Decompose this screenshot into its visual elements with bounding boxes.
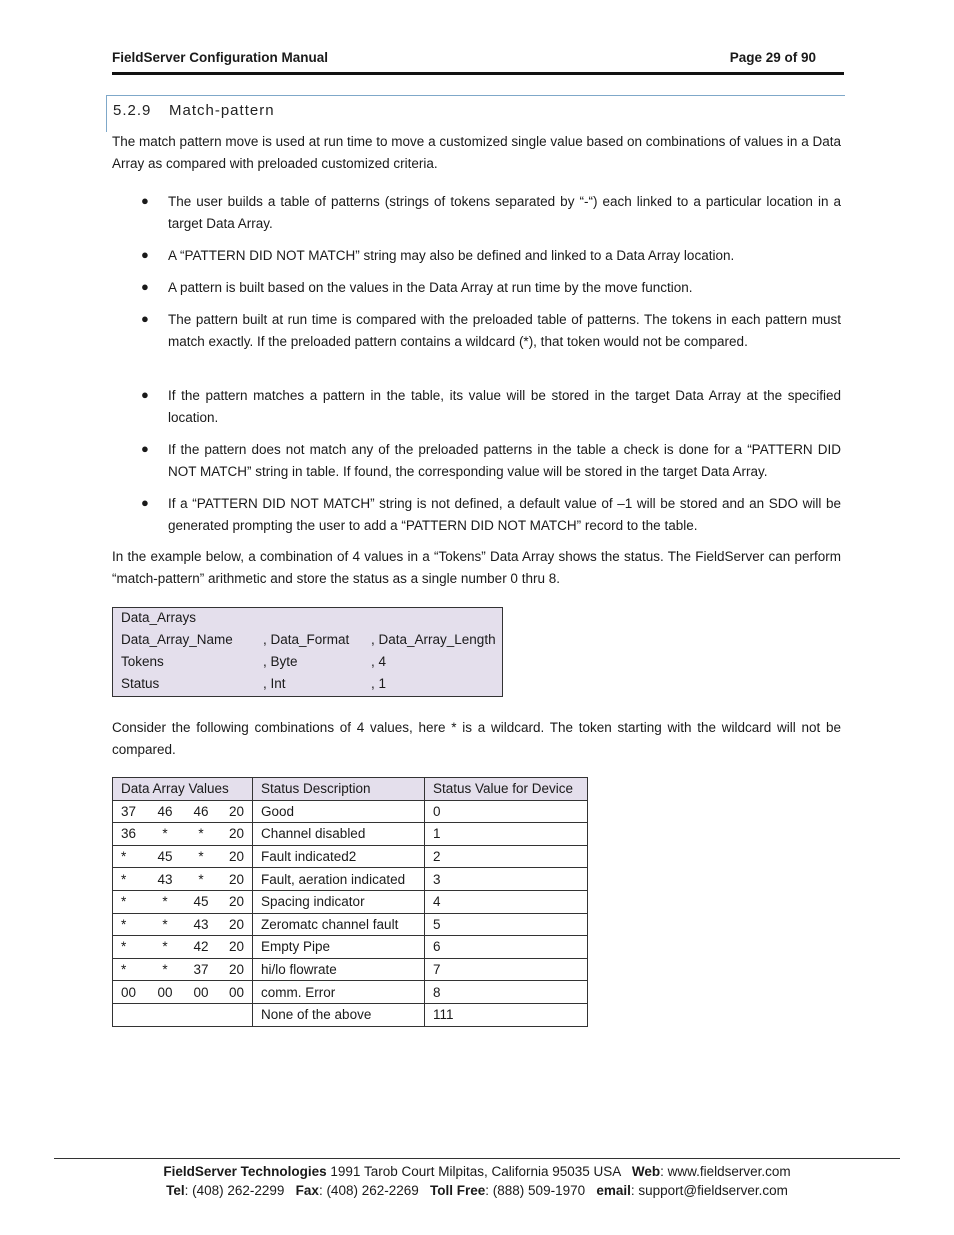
footer-tel: : (408) 262-2299 [184, 1183, 296, 1198]
table-row [113, 800, 588, 823]
table-row [113, 958, 588, 981]
token-value: 20 [228, 894, 244, 910]
token-value: 00 [157, 984, 173, 1000]
table-row [113, 913, 588, 936]
config-cell: Tokens [121, 654, 164, 669]
data-array-values-cell [113, 958, 253, 981]
bullet-item: A pattern is built based on the values in the Data Array at run time by the move function. [168, 280, 693, 295]
intro-paragraph: The match pattern move is used at run time to move a customized single value based on combinations of values in a Data Array as compared with preloaded customized criteria. [112, 134, 841, 171]
token-value: * [198, 826, 204, 842]
token-value: 46 [193, 803, 209, 819]
example-paragraph: In the example below, a combination of 4 values in a “Tokens” Data Array shows the status. The FieldServer can perform “match-pattern” arithmetic and store the status as a single number 0 thru 8. [112, 549, 841, 586]
footer-tollfree-label: Toll Free [430, 1183, 486, 1198]
config-cell: , Byte [263, 654, 298, 669]
table-row [113, 890, 588, 913]
config-row [121, 651, 501, 673]
table-row [113, 823, 588, 846]
token-value: 20 [228, 849, 244, 865]
footer-divider [54, 1158, 900, 1159]
token-value: * [121, 849, 127, 865]
data-array-values-cell [113, 800, 253, 823]
bullet-item: The pattern built at run time is compared with the preloaded table of patterns. The tokens in each pattern must match exactly. If the preloaded pattern contains a wildcard (*), that token would not be compared. [168, 312, 841, 349]
table-header-row [113, 778, 588, 801]
status-value-cell: 6 [425, 936, 588, 959]
bullet-marker: ● [141, 441, 149, 456]
consider-paragraph: Consider the following combinations of 4 values, here * is a wildcard. The token starting with the wildcard will not be compared. [112, 720, 841, 757]
config-cell: Data_Array_Name [121, 632, 233, 647]
status-description-cell: None of the above [253, 1003, 425, 1026]
token-value: * [162, 894, 168, 910]
token-value: 20 [228, 871, 244, 887]
table-row [113, 868, 588, 891]
status-value-cell: 7 [425, 958, 588, 981]
header-divider [112, 72, 844, 75]
bullet-marker: ● [141, 311, 149, 326]
data-array-values-cell [113, 890, 253, 913]
bullet-marker: ● [141, 279, 149, 294]
token-value: * [162, 962, 168, 978]
footer-address: 1991 Tarob Court Milpitas, California 95035 USA [326, 1164, 632, 1179]
table-row [113, 936, 588, 959]
token-value: 37 [193, 962, 209, 978]
data-array-values-cell [113, 913, 253, 936]
data-array-values-cell [113, 981, 253, 1004]
footer-line-2 [54, 1181, 900, 1200]
column-header: Status Description [253, 778, 425, 801]
bullet-item: A “PATTERN DID NOT MATCH” string may also be defined and linked to a Data Array location. [168, 248, 735, 263]
status-value-cell: 1 [425, 823, 588, 846]
token-value: 46 [157, 803, 173, 819]
bullet-marker: ● [141, 193, 149, 208]
token-value: 43 [193, 916, 209, 932]
footer-web: : www.fieldserver.com [660, 1164, 791, 1179]
document-title: FieldServer Configuration Manual [112, 50, 329, 65]
token-value: * [121, 871, 127, 887]
token-value: 42 [193, 939, 209, 955]
data-array-values-cell [113, 868, 253, 891]
table-row [113, 845, 588, 868]
footer-line-1 [54, 1162, 900, 1181]
token-value: 36 [121, 826, 137, 842]
section-heading [106, 95, 845, 132]
data-array-values-cell [113, 936, 253, 959]
table-row [113, 1003, 588, 1026]
status-value-cell: 8 [425, 981, 588, 1004]
config-cell: , Data_Array_Length [371, 632, 496, 647]
column-header: Status Value for Device [425, 778, 588, 801]
column-header: Data Array Values [113, 778, 253, 801]
bullet-item: If the pattern does not match any of the preloaded patterns in the table a check is done for a “PATTERN DID NOT MATCH” string in table. If found, the corresponding value will be stored in the target Data Array. [168, 442, 841, 479]
config-cell: , 4 [371, 654, 387, 669]
token-value: 20 [228, 939, 244, 955]
footer-fax: : (408) 262-2269 [318, 1183, 431, 1198]
token-value: 37 [121, 803, 137, 819]
status-value-cell: 5 [425, 913, 588, 936]
bullet-item: If the pattern matches a pattern in the table, its value will be stored in the target Data Array at the specified location. [168, 388, 841, 425]
status-table [112, 777, 588, 1027]
status-value-cell: 3 [425, 868, 588, 891]
footer-company: FieldServer Technologies [163, 1164, 327, 1179]
token-value: 45 [157, 849, 173, 865]
token-value: 45 [193, 894, 209, 910]
config-code-block [112, 607, 503, 697]
data-array-values-cell [113, 823, 253, 846]
token-value: * [121, 916, 127, 932]
status-description-cell: Empty Pipe [253, 936, 425, 959]
bullet-item: The user builds a table of patterns (strings of tokens separated by “-“) each linked to a particular location in a target Data Array. [168, 194, 841, 231]
token-value: * [121, 894, 127, 910]
token-value: * [121, 939, 127, 955]
footer-web-label: Web [631, 1164, 661, 1179]
config-cell: , 1 [371, 676, 387, 691]
status-value-cell: 111 [425, 1003, 588, 1026]
status-description-cell: hi/lo flowrate [253, 958, 425, 981]
token-value: 20 [228, 826, 244, 842]
bullet-marker: ● [141, 495, 149, 510]
bullet-marker: ● [141, 387, 149, 402]
token-value: * [162, 826, 168, 842]
config-row [121, 629, 501, 651]
config-cell: , Int [263, 676, 286, 691]
config-cell: , Data_Format [263, 632, 350, 647]
page-header [112, 50, 844, 72]
status-value-cell: 2 [425, 845, 588, 868]
footer-email: : support@fieldserver.com [630, 1183, 788, 1198]
status-description-cell: Zeromatc channel fault [253, 913, 425, 936]
token-value: 00 [121, 984, 137, 1000]
config-cell: Status [121, 676, 160, 691]
token-value: * [162, 939, 168, 955]
footer-tel-label: Tel [166, 1183, 185, 1198]
page-number: Page 29 of 90 [729, 50, 816, 65]
token-value: * [198, 871, 204, 887]
status-description-cell: Good [253, 800, 425, 823]
status-description-cell: Fault indicated2 [253, 845, 425, 868]
config-title: Data_Arrays [121, 610, 197, 625]
token-value: 43 [157, 871, 173, 887]
status-value-cell: 0 [425, 800, 588, 823]
status-description-cell: Channel disabled [253, 823, 425, 846]
data-array-values-cell [113, 845, 253, 868]
status-description-cell: comm. Error [253, 981, 425, 1004]
footer-tollfree: : (888) 509-1970 [485, 1183, 597, 1198]
token-value: 20 [228, 916, 244, 932]
token-value: * [162, 916, 168, 932]
token-value: * [121, 962, 127, 978]
token-value: 00 [228, 984, 244, 1000]
table-row [113, 981, 588, 1004]
bullet-item: If a “PATTERN DID NOT MATCH” string is not defined, a default value of –1 will be stored and an SDO will be generated prompting the user to add a “PATTERN DID NOT MATCH” record to the table. [168, 496, 841, 533]
bullet-marker: ● [141, 247, 149, 262]
data-array-values-cell [113, 1003, 253, 1026]
section-title: Match-pattern [169, 102, 275, 119]
config-row [121, 673, 501, 695]
token-value: 20 [228, 962, 244, 978]
token-value: 00 [193, 984, 209, 1000]
token-value: 20 [228, 803, 244, 819]
footer-fax-label: Fax [295, 1183, 319, 1198]
status-value-cell: 4 [425, 890, 588, 913]
status-description-cell: Fault, aeration indicated [253, 868, 425, 891]
footer-email-label: email [596, 1183, 631, 1198]
token-value: * [198, 849, 204, 865]
status-description-cell: Spacing indicator [253, 890, 425, 913]
section-number: 5.2.9 [113, 102, 152, 119]
